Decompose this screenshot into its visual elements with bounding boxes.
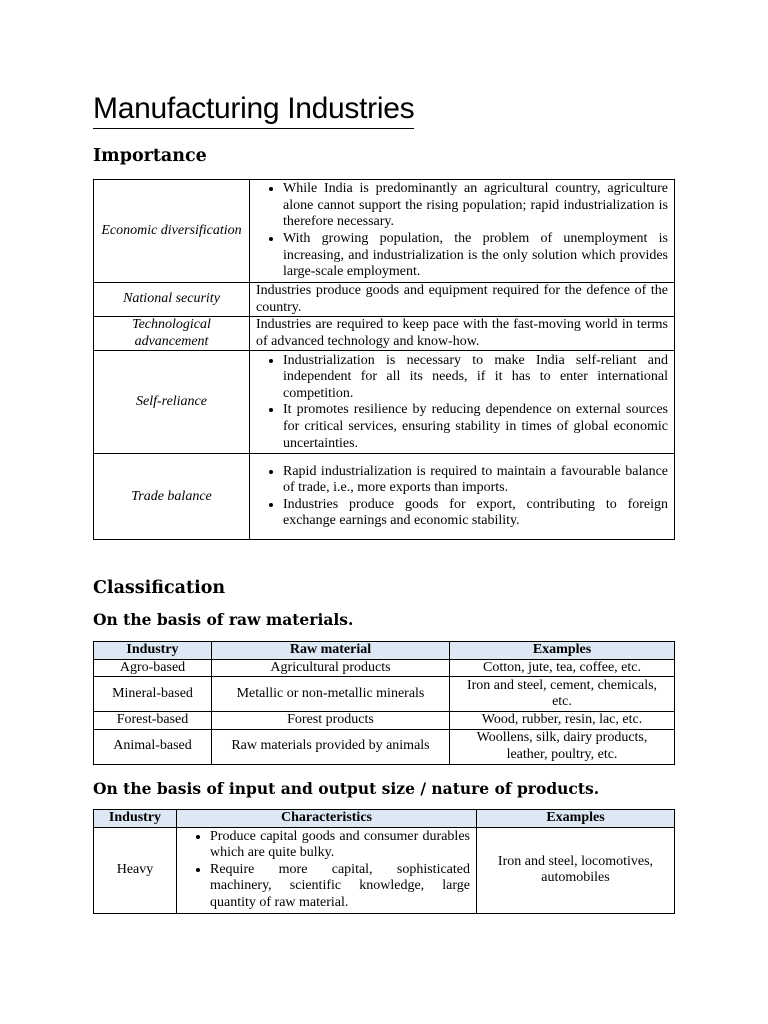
table-header-row bbox=[94, 642, 675, 660]
column-header: Examples bbox=[450, 642, 675, 660]
table-cell: Heavy bbox=[94, 827, 177, 913]
bullet-list bbox=[256, 353, 668, 453]
raw-materials-table bbox=[93, 641, 675, 765]
row-label-economic-diversification: Economic diversification bbox=[94, 180, 250, 283]
classification-heading: Classification bbox=[93, 578, 226, 598]
row-text: Industries produce goods and equipment required for the defence of the country. bbox=[250, 283, 675, 317]
row-label-national-security: National security bbox=[94, 283, 250, 317]
table-row bbox=[94, 351, 675, 454]
row-label-trade-balance: Trade balance bbox=[94, 454, 250, 540]
bullet-item: • While India is predominantly an agricultural country, agriculture alone cannot support the rising population; rapid industrialization is therefore necessary. bbox=[283, 181, 668, 231]
page-title: Manufacturing Industries bbox=[93, 90, 414, 129]
bullet-list bbox=[256, 181, 668, 281]
table-cell: Agricultural products bbox=[212, 659, 450, 677]
bullet-list bbox=[183, 829, 470, 912]
column-header: Raw material bbox=[212, 642, 450, 660]
column-header: Industry bbox=[94, 642, 212, 660]
table-cell: Animal-based bbox=[94, 729, 212, 764]
table-row bbox=[94, 677, 675, 712]
table-cell: Raw materials provided by animals bbox=[212, 729, 450, 764]
bullet-item: • Industrialization is necessary to make India self-reliant and independent for all its needs, if it has to enter international competition. bbox=[283, 353, 668, 403]
table-cell: Metallic or non-metallic minerals bbox=[212, 677, 450, 712]
table-cell: Forest products bbox=[212, 712, 450, 730]
row-label-self-reliance: Self-reliance bbox=[94, 351, 250, 454]
table-row bbox=[94, 729, 675, 764]
table-cell: Iron and steel, locomotives, automobiles bbox=[477, 827, 675, 913]
bullet-item: • With growing population, the problem of unemployment is increasing, and industrialization is the only solution which provides large-scale employment. bbox=[283, 231, 668, 281]
table-row bbox=[94, 317, 675, 351]
table-cell: Forest-based bbox=[94, 712, 212, 730]
table-row bbox=[94, 180, 675, 283]
importance-table bbox=[93, 179, 675, 540]
bullet-item: • Produce capital goods and consumer durables which are quite bulky. bbox=[210, 829, 470, 862]
column-header: Industry bbox=[94, 810, 177, 828]
column-header: Examples bbox=[477, 810, 675, 828]
table-cell: Agro-based bbox=[94, 659, 212, 677]
size-heading: On the basis of input and output size / nature of products. bbox=[93, 779, 600, 798]
bullet-list bbox=[256, 464, 668, 530]
bullet-item: • Require more capital, sophisticated machinery, scientific knowledge, large quantity of raw material. bbox=[210, 862, 470, 912]
table-row bbox=[94, 712, 675, 730]
table-cell: Iron and steel, cement, chemicals, etc. bbox=[450, 677, 675, 712]
importance-heading: Importance bbox=[93, 146, 207, 166]
table-cell: Cotton, jute, tea, coffee, etc. bbox=[450, 659, 675, 677]
column-header: Characteristics bbox=[177, 810, 477, 828]
table-cell: Wood, rubber, resin, lac, etc. bbox=[450, 712, 675, 730]
table-row bbox=[94, 283, 675, 317]
table-row bbox=[94, 454, 675, 540]
raw-materials-heading: On the basis of raw materials. bbox=[93, 610, 354, 629]
table-cell: Mineral-based bbox=[94, 677, 212, 712]
size-table bbox=[93, 809, 675, 914]
table-row bbox=[94, 659, 675, 677]
row-text: Industries are required to keep pace with the fast-moving world in terms of advanced technology and know-how. bbox=[250, 317, 675, 351]
table-header-row bbox=[94, 810, 675, 828]
table-row bbox=[94, 827, 675, 913]
table-cell: Woollens, silk, dairy products, leather, poultry, etc. bbox=[450, 729, 675, 764]
row-label-technological-advancement: Technological advancement bbox=[94, 317, 250, 351]
bullet-item: • It promotes resilience by reducing dependence on external sources for critical services, ensuring stability in times of global economic uncertainties. bbox=[283, 402, 668, 452]
bullet-item: • Industries produce goods for export, contributing to foreign exchange earnings and economic stability. bbox=[283, 497, 668, 530]
bullet-item: • Rapid industrialization is required to maintain a favourable balance of trade, i.e., more exports than imports. bbox=[283, 464, 668, 497]
